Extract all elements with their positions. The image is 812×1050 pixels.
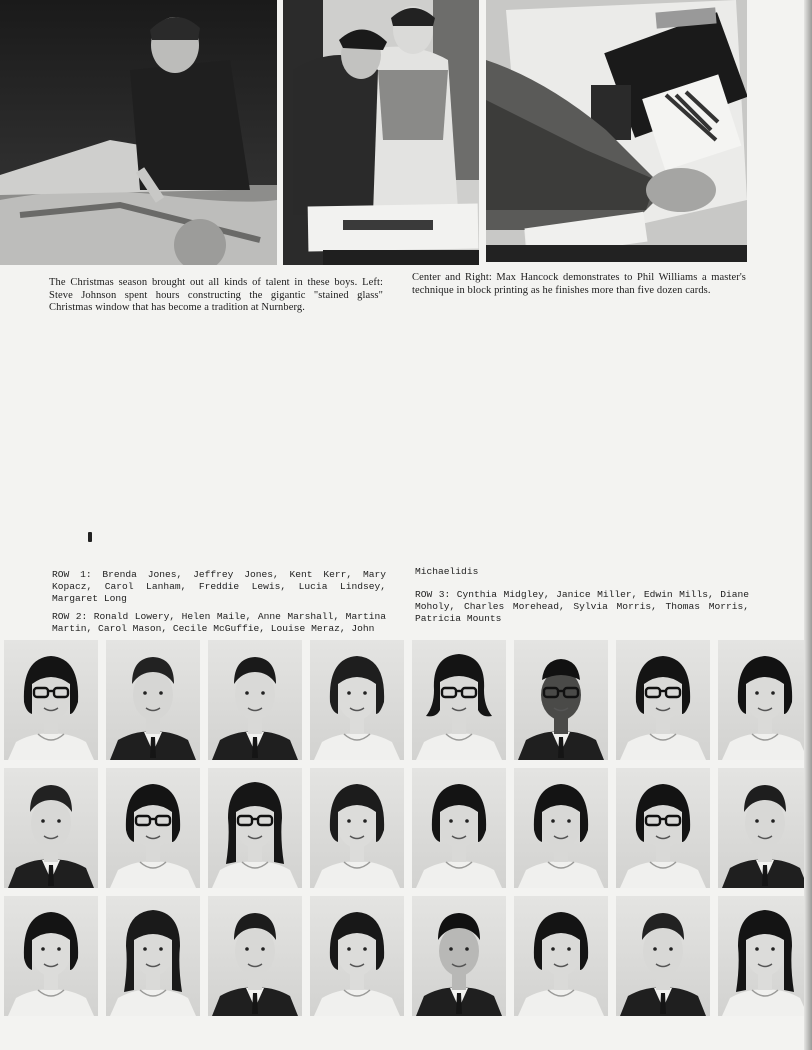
student-portrait [310, 640, 404, 760]
portrait-image [106, 768, 200, 888]
portrait-image [514, 896, 608, 1016]
row2-names-continued: Michaelidis [415, 566, 479, 577]
portrait-image [616, 640, 710, 760]
roster-names-right [415, 566, 749, 631]
student-portrait [616, 896, 710, 1016]
student-portrait [718, 768, 812, 888]
student-portrait [106, 896, 200, 1016]
portrait-image [718, 768, 812, 888]
portrait-image [616, 768, 710, 888]
caption-right: Center and Right: Max Hancock demonstrates to Phil Williams a master's technique in block printing as he finishes more than five dozen cards. [412, 272, 746, 296]
student-portrait [208, 896, 302, 1016]
portrait-image [106, 896, 200, 1016]
student-portrait [4, 640, 98, 760]
student-portrait [208, 768, 302, 888]
portrait-image [4, 768, 98, 888]
photo-center-image [283, 0, 479, 265]
photo-left [0, 0, 277, 265]
row3-names: ROW 3: Cynthia Midgley, Janice Miller, Edwin Mills, Diane Moholy, Charles Morehead, Sylvia Morris, Thomas Morris, Patricia Mounts [415, 589, 749, 624]
portrait-image [4, 640, 98, 760]
portrait-image [208, 640, 302, 760]
row2-names: ROW 2: Ronald Lowery, Helen Maile, Anne Marshall, Martina Martin, Carol Mason, Cecile McGuffie, Louise Meraz, John [52, 611, 386, 634]
student-portrait [208, 640, 302, 760]
student-portrait [718, 896, 812, 1016]
student-portrait [4, 896, 98, 1016]
photo-right-image [486, 0, 747, 262]
student-portrait [514, 640, 608, 760]
portrait-image [616, 896, 710, 1016]
student-portrait [514, 768, 608, 888]
portrait-image [412, 640, 506, 760]
photo-right [486, 0, 747, 262]
student-portrait [310, 768, 404, 888]
portrait-image [412, 896, 506, 1016]
student-portrait [4, 768, 98, 888]
portrait-image [412, 768, 506, 888]
portrait-image [514, 768, 608, 888]
portrait-image [310, 640, 404, 760]
student-portrait [412, 640, 506, 760]
portrait-image [4, 896, 98, 1016]
ink-speck [88, 532, 92, 542]
photo-left-image [0, 0, 277, 265]
portrait-image [208, 896, 302, 1016]
caption-left: The Christmas season brought out all kinds of talent in these boys. Left: Steve Johnson spent hours constructing the gigantic "stained glass" Christmas window that has become a tradition at Nurnberg. [49, 277, 383, 313]
student-portrait [412, 768, 506, 888]
portrait-image [514, 640, 608, 760]
student-portrait [412, 896, 506, 1016]
student-portrait [310, 896, 404, 1016]
portrait-image [106, 640, 200, 760]
portrait-grid [4, 640, 804, 1018]
portrait-image [208, 768, 302, 888]
student-portrait [514, 896, 608, 1016]
student-portrait [616, 768, 710, 888]
student-portrait [106, 768, 200, 888]
student-portrait [106, 640, 200, 760]
portrait-image [718, 640, 812, 760]
row1-names: ROW 1: Brenda Jones, Jeffrey Jones, Kent Kerr, Mary Kopacz, Carol Lanham, Freddie Lewis, Lucia Lindsey, Margaret Long [52, 569, 386, 604]
page-edge [804, 0, 812, 1050]
student-portrait [616, 640, 710, 760]
student-portrait [718, 640, 812, 760]
photo-center [283, 0, 479, 265]
portrait-image [310, 768, 404, 888]
portrait-image [310, 896, 404, 1016]
portrait-image [718, 896, 812, 1016]
roster-names-left [52, 569, 386, 641]
